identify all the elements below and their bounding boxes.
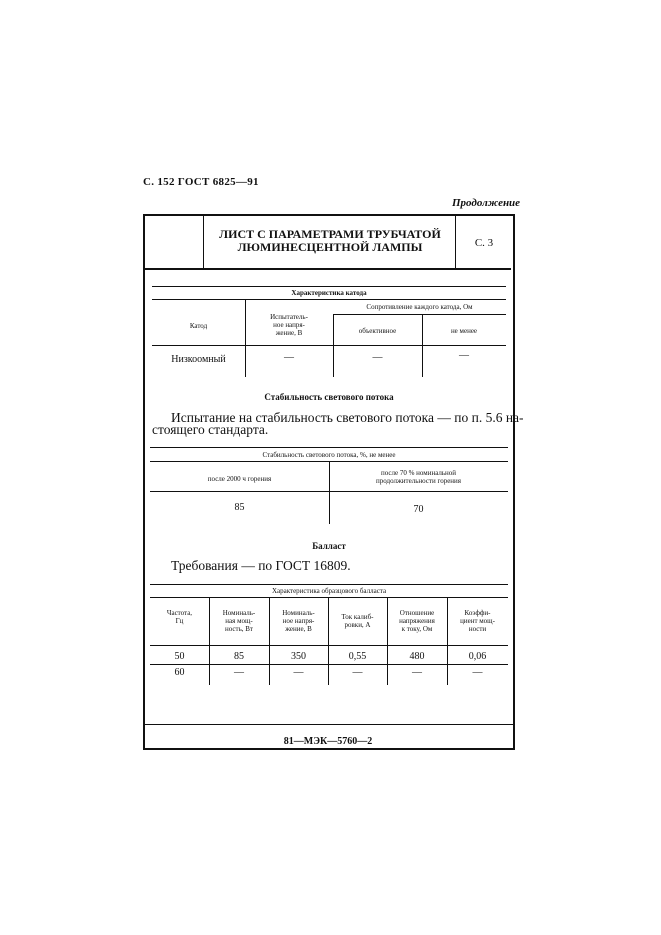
ballast-header-frequency [150, 609, 209, 625]
stability-col2-header-line2: продолжительности горения [375, 477, 462, 485]
voltage-col-header-line1: Испытатель- [270, 313, 308, 321]
stability-table-top-rule [150, 447, 508, 448]
ballast-table-top-rule [150, 584, 508, 585]
stability-col1-header: после 2000 ч горения [207, 475, 272, 483]
sheet-title [205, 228, 455, 254]
ballast-row2-voltage: — [293, 667, 304, 678]
continuation-label: Продолжение [452, 197, 521, 209]
frame-footer-divider [143, 724, 513, 725]
ballast-row1-power: 85 [234, 651, 244, 662]
ballast-header-bottom-rule [150, 645, 508, 646]
ballast-header-voltage-line1: Номиналь- [282, 609, 315, 617]
ballast-row2-frequency: 60 [174, 667, 185, 678]
ballast-table-caption: Характеристика образцового балласта [271, 587, 387, 595]
ballast-header-ratio-line1: Отношение [399, 609, 435, 617]
ballast-row1-frequency: 50 [174, 651, 185, 662]
cathode-row-objective: — [372, 352, 383, 363]
voltage-col-header-line2: ное напря- [273, 321, 305, 329]
ballast-text: Требования — по ГОСТ 16809. [171, 558, 351, 573]
cathode-row-min: — [459, 350, 469, 361]
cathode-header-bottom-rule [152, 345, 506, 346]
ballast-row1-ratio: 480 [409, 651, 425, 662]
ballast-row2-power: — [234, 667, 244, 678]
stability-col2-header [329, 469, 508, 485]
ballast-header-power-factor [447, 609, 508, 633]
sheet-title-line1: ЛИСТ С ПАРАМЕТРАМИ ТРУБЧАТОЙ [219, 227, 441, 241]
ballast-header-frequency-line1: Частота, [166, 609, 193, 617]
cathode-subheader-rule [333, 314, 506, 315]
ballast-header-ratio-line2: напряжения [399, 617, 435, 625]
ballast-header-current-line2: ровки, А [344, 621, 371, 629]
ballast-header-voltage-line2: ное напря- [282, 617, 315, 625]
ballast-row2-ratio: — [412, 667, 422, 678]
cathode-row-name: Низкоомный [171, 354, 226, 365]
title-divider-left [203, 216, 204, 268]
objective-col-header: объективное [358, 327, 397, 335]
ballast-header-power-factor-line2: циент мощ- [460, 617, 495, 625]
cathode-row-voltage: — [284, 352, 294, 363]
cathode-col-divider-1 [245, 299, 246, 377]
ballast-header-power-factor-line1: Коэффи- [464, 609, 491, 617]
stability-col2-header-line1: после 70 % номинальной [380, 469, 457, 477]
ballast-header-ratio-line3: к току, Ом [401, 625, 433, 633]
ballast-row1-voltage: 350 [291, 651, 306, 662]
document-code: 81—МЭК—5760—2 [283, 736, 373, 747]
voltage-col-header [245, 313, 333, 337]
resistance-col-header: Сопротивление каждого катода, Ом [366, 303, 473, 311]
ballast-row2-current: — [352, 667, 363, 678]
cathode-table-top-rule [152, 286, 506, 287]
title-divider-right [455, 216, 456, 268]
stability-value-70pct: 70 [413, 504, 424, 515]
sheet-title-line2: ЛЮМИНЕСЦЕНТНОЙ ЛАМПЫ [237, 240, 423, 254]
ballast-header-frequency-line2: Гц [175, 617, 184, 625]
stability-text-line2: стоящего стандарта. [152, 422, 269, 437]
cathode-table-caption: Характеристика катода [291, 289, 367, 297]
frame-bottom-border [143, 748, 515, 750]
stability-table-caption: Стабильность светового потока, %, не менее [262, 451, 396, 459]
ballast-row2-power-factor: — [472, 667, 483, 678]
ballast-header-current [328, 613, 387, 629]
ballast-header-power-line3: ность, Вт [224, 625, 253, 633]
stability-header-bottom-rule [150, 491, 508, 492]
ballast-row-separator [150, 664, 508, 665]
stability-text-line1: Испытание на стабильность светового потока — по п. 5.6 на- [171, 410, 524, 425]
cathode-table-header-rule [152, 299, 506, 300]
min-col-header: не менее [450, 327, 478, 335]
ballast-table-caption-rule [150, 597, 508, 598]
page-reference: С. 152 ГОСТ 6825—91 [143, 176, 259, 188]
sheet-number: С. 3 [474, 237, 494, 249]
cathode-col-header: Катод [189, 322, 208, 330]
voltage-col-header-line3: жение, В [275, 329, 303, 337]
ballast-row1-current: 0,55 [348, 651, 367, 662]
ballast-header-power-line2: ная мощ- [225, 617, 253, 625]
ballast-header-power-line1: Номиналь- [222, 609, 256, 617]
ballast-heading: Балласт [312, 541, 346, 551]
ballast-row1-power-factor: 0,06 [468, 651, 487, 662]
ballast-header-current-line1: Ток калиб- [341, 613, 374, 621]
ballast-header-voltage-line3: жение, В [285, 625, 312, 633]
ballast-header-power [209, 609, 269, 633]
stability-value-2000h: 85 [234, 502, 245, 513]
ballast-header-power-factor-line3: ности [468, 625, 487, 633]
ballast-header-voltage [269, 609, 328, 633]
stability-heading: Стабильность светового потока [264, 392, 394, 402]
ballast-header-ratio [387, 609, 447, 633]
